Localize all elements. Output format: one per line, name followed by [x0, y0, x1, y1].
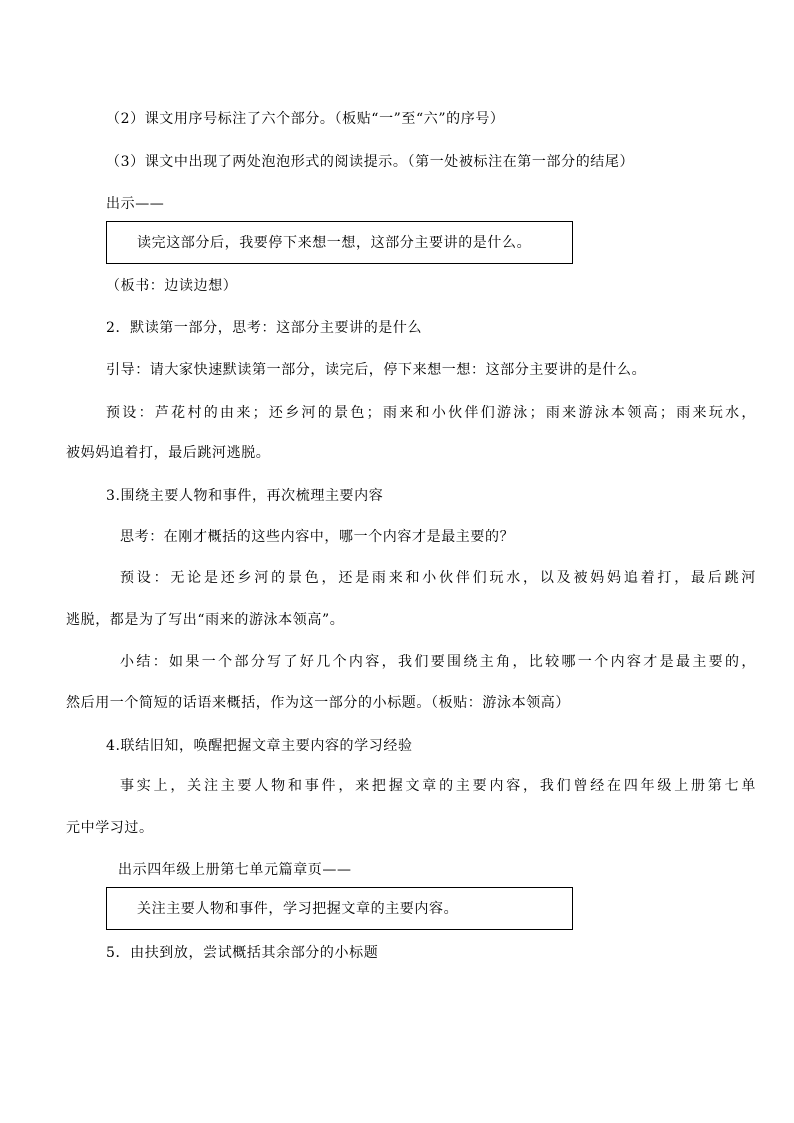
prompt-box-text-2: 关注主要人物和事件，学习把握文章的主要内容。: [137, 901, 459, 917]
guidance-paragraph: 引导：请大家快速默读第一部分，读完后，停下来想一想：这部分主要讲的是什么。: [106, 362, 647, 378]
paragraph-section-count: （2）课文用序号标注了六个部分。（板贴“一”至“六”的序号）: [106, 111, 505, 127]
label-show: 出示——: [106, 196, 165, 212]
preset-summary-line-1: 预设：无论是还乡河的景色，还是雨来和小伙伴们玩水，以及被妈妈追着打，最后跳河: [120, 570, 756, 586]
paragraph-reading-tips: （3）课文中出现了两处泡泡形式的阅读提示。（第一处被标注在第一部分的结尾）: [106, 154, 635, 170]
step-3-heading: 3.围绕主要人物和事件，再次梳理主要内容: [106, 488, 384, 504]
preset-summary-line-2: 逃脱，都是为了写出“雨来的游泳本领高”。: [66, 612, 345, 628]
show-unit-page: 出示四年级上册第七单元篇章页——: [118, 862, 352, 878]
preset-answer-line-1: 预设：芦花村的由来；还乡河的景色；雨来和小伙伴们游泳；雨来游泳本领高；雨来玩水，: [106, 405, 756, 421]
board-note-read-and-think: （板书：边读边想）: [106, 278, 238, 294]
prompt-box-main-content: [106, 887, 573, 930]
conclusion-line-2: 然后用一个简短的话语来概括，作为这一部分的小标题。（板贴：游泳本领高）: [66, 695, 570, 711]
preset-answer-line-2: 被妈妈追着打，最后跳河逃脱。: [66, 445, 271, 461]
prompt-box-text: 读完这部分后，我要停下来想一想，这部分主要讲的是什么。: [137, 235, 532, 251]
step-2-heading: 2．默读第一部分，思考：这部分主要讲的是什么: [106, 320, 423, 336]
step-5-heading: 5．由扶到放，尝试概括其余部分的小标题: [106, 945, 379, 961]
prior-knowledge-line-2: 元中学习过。: [66, 820, 154, 836]
conclusion-line-1: 小结：如果一个部分写了好几个内容，我们要围绕主角，比较哪一个内容才是最主要的，: [120, 654, 756, 670]
step-4-heading: 4.联结旧知，唤醒把握文章主要内容的学习经验: [106, 738, 413, 754]
prompt-box-stop-and-think: [106, 221, 573, 264]
thinking-question: 思考：在刚才概括的这些内容中，哪一个内容才是最主要的？: [120, 529, 515, 545]
prior-knowledge-line-1: 事实上，关注主要人物和事件，来把握文章的主要内容，我们曾经在四年级上册第七单: [120, 778, 756, 794]
